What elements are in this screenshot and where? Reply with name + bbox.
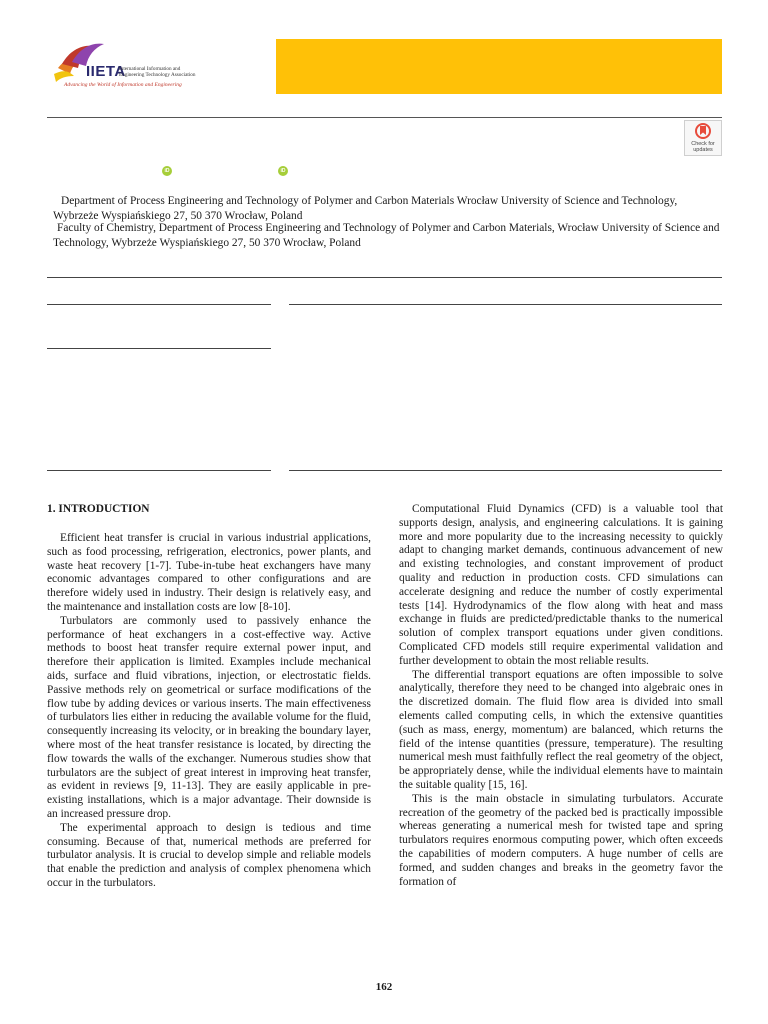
logo-tagline: Advancing the World of Information and Engineering	[64, 82, 182, 88]
header-divider	[47, 117, 722, 118]
divider	[47, 277, 722, 278]
paragraph: The experimental approach to design is tedious and time consuming. Because of that, numerical methods are preferred for turbulator analysis. It is crucial to develop simple and reliable models that enable the prediction and analysis of complex phenomena which occur in the turbulators.	[47, 821, 371, 889]
affiliation-2: Faculty of Chemistry, Department of Process Engineering and Technology of Polymer and Carbon Materials, Wrocław University of Science and Technology, Wybrzeże Wyspiańskiego 27, 50 370 Wrocław, Poland	[53, 222, 720, 249]
journal-banner	[276, 39, 722, 94]
right-text-column	[399, 503, 723, 889]
divider	[289, 304, 722, 305]
affiliation-1: Department of Process Engineering and Technology of Polymer and Carbon Materials Wrocław University of Science and Technology, Wybrzeże Wyspiańskiego 27, 50 370 Wrocław, Poland	[53, 195, 678, 222]
left-text-column	[47, 532, 371, 891]
section-heading: 1. INTRODUCTION	[47, 503, 150, 515]
paragraph: Efficient heat transfer is crucial in various industrial applications, such as food processing, refrigeration, electronics, power plants, and waste heat recovery [1-7]. Tube-in-tube heat exchangers have many economic advantages compared to other configurations and are therefore widely used in industry. Their design is relatively easy, and the maintenance and installation costs are low [8-10].	[47, 532, 371, 613]
logo-subtitle: International Information and Engineering Technology Association	[119, 66, 196, 78]
check-for-updates-label: Check for updates	[691, 141, 715, 153]
divider	[289, 470, 722, 471]
logo-wordmark: IIETA	[86, 63, 126, 80]
divider	[47, 470, 271, 471]
page-number: 162	[375, 981, 393, 993]
orcid-icon[interactable]: iD	[162, 166, 172, 176]
bookmark-icon	[685, 121, 721, 141]
orcid-icon[interactable]: iD	[278, 166, 288, 176]
paragraph: The differential transport equations are often impossible to solve analytically, therefore they need to be changed into algebraic ones in the discretized domain. The fluid flow area is divided into small elements called computing cells, in which the extensive quantities (such as mass, energy, momentum) are balanced, which returns the field of the intense quantities (pressure, temperature). The resulting numerical mesh must faithfully reflect the real geometry of the object, be appropriately dense, while the individual elements have to maintain the suitable quality [15, 16].	[399, 668, 723, 791]
paragraph: This is the main obstacle in simulating turbulators. Accurate recreation of the geometry of the packed bed is practically impossible whereas generating a numerical mesh for twisted tape and spring turbulators requires enormous computing power, which often exceeds the capabilities of modern computers. A huge number of cells are formed, and sudden changes and breaks in the geometry favor the formation of	[399, 792, 723, 888]
divider	[47, 348, 271, 349]
divider	[47, 304, 271, 305]
paragraph: Computational Fluid Dynamics (CFD) is a valuable tool that supports design, analysis, and engineering calculations. It is gaining more and more popularity due to the increasing necessity to quickly adapt to changing market demands, continuous advancement of new and existing technologies, and constant improvement of product quality and reduction in production costs. CFD simulations can accelerate designing and reduce the number of costly experimental tests [14]. Hydrodynamics of the flow along with heat and mass exchange in fluids are predicted/predictable thanks to the numerical solution of complex transport equations under given conditions. Complicated CFD models still require experimental validation and further development to obtain the most reliable results.	[399, 503, 723, 667]
paragraph: Turbulators are commonly used to passively enhance the performance of heat exchangers in a cost-effective way. Active methods to boost heat transfer require external power input, and therefore their application is limited. Examples include mechanical aids, surface and fluid vibrations, injection, or electrostatic fields. Passive methods rely on geometrical or surface modifications of the flow tube by adding devices or various inserts. The main effectiveness of turbulators lies either in reducing the available volume for the fluid, consequently increasing its velocity, or in breaking the boundary layer, where most of the heat transfer resistance is located, by directing the flow towards the walls of the exchanger. Numerous studies show that turbulators are the subject of great interest in improving heat transfer, as evident in reviews [9, 11-13]. They are easily applicable in pre-existing installations, which is a major advantage. Their downside is an increased pressure drop.	[47, 614, 371, 820]
